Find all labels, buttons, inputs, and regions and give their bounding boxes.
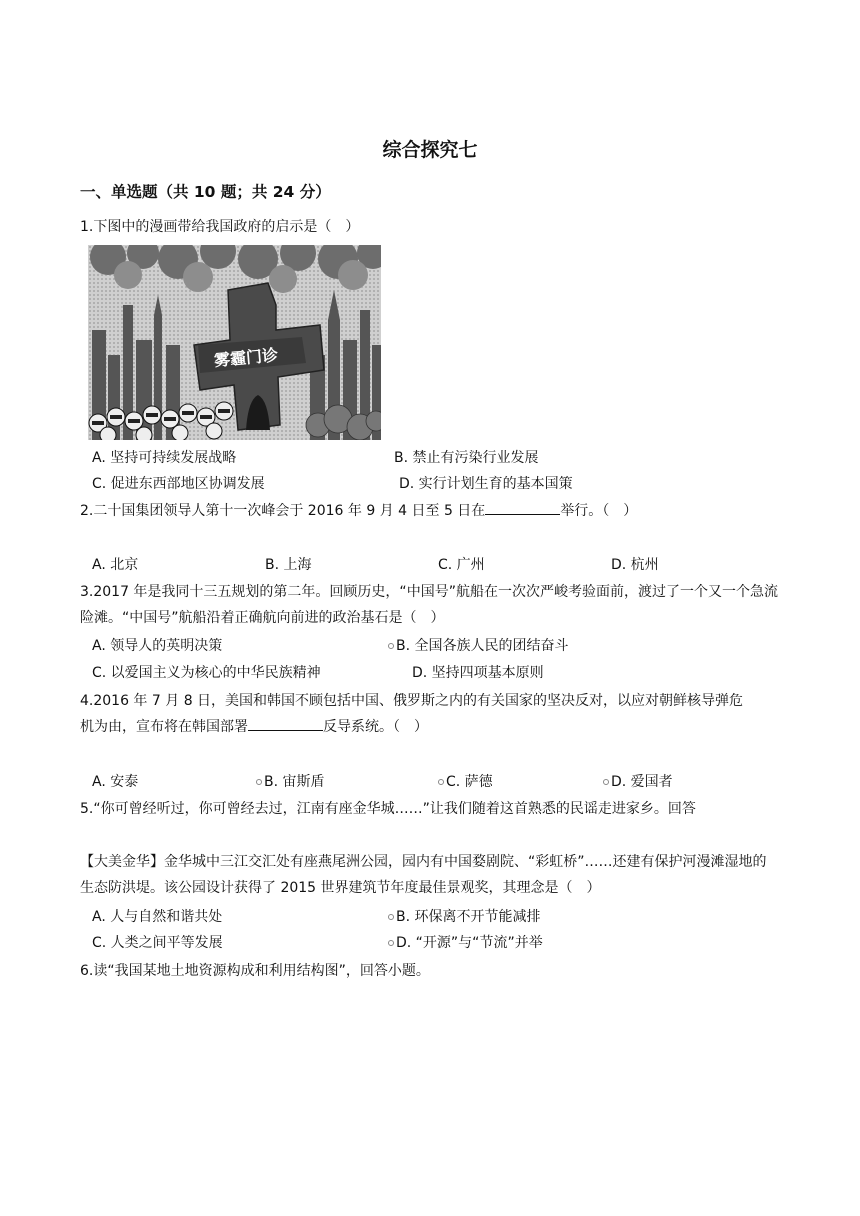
question-2-stem	[80, 498, 637, 524]
question-5-stem: 5.“你可曾经听过，你可曾经去过，江南有座金华城……”让我们随着这首熟悉的民谣走进家乡。回答	[80, 801, 696, 817]
q5-option-c: C. 人类之间平等发展	[92, 935, 223, 951]
q2-stem-before: 2.二十国集团领导人第十一次峰会于 2016 年 9 月 4 日至 5 日在	[80, 503, 486, 519]
q4-option-b-text: B. 宙斯盾	[264, 774, 325, 790]
q2-option-c: C. 广州	[438, 557, 485, 573]
q2-option-a: A. 北京	[92, 557, 139, 573]
q5-option-a: A. 人与自然和谐共处	[92, 909, 223, 925]
question-5-passage: 【大美金华】金华城中三江交汇处有座燕尾洲公园，园内有中国婺剧院、“彩虹桥”……还建有保护河漫滩湿地的生态防洪堤。该公园设计获得了 2015 世界建筑节年度最佳景观奖，其理念是（ ）	[80, 854, 767, 896]
document-title: 综合探究七	[382, 139, 478, 161]
q1-option-b: B. 禁止有污染行业发展	[394, 450, 539, 466]
q5-option-b-text: B. 环保离不开节能减排	[396, 909, 541, 925]
q2-stem-after: 举行。（ ）	[560, 503, 638, 519]
answer-blank	[485, 500, 560, 515]
cartoon-sign-text: 雾霾门诊	[213, 345, 279, 370]
question-6-stem: 6.读“我国某地土地资源构成和利用结构图”，回答小题。	[80, 963, 430, 979]
q4-option-c	[438, 769, 493, 795]
q3-option-a: A. 领导人的英明决策	[92, 638, 223, 654]
q3-option-b-text: B. 全国各族人民的团结奋斗	[396, 638, 569, 654]
bullet-dot	[388, 643, 394, 649]
q4-stem-after: 反导系统。（ ）	[323, 719, 428, 735]
q5-option-b	[388, 904, 541, 930]
q4-stem-before: 机为由，宣布将在韩国部署	[80, 719, 248, 735]
q3-option-d: D. 坚持四项基本原则	[412, 665, 544, 681]
cartoon-image	[88, 245, 381, 440]
q1-option-c: C. 促进东西部地区协调发展	[92, 476, 265, 492]
q5-option-d	[388, 930, 543, 956]
question-1-stem: 1.下图中的漫画带给我国政府的启示是（ ）	[80, 219, 360, 235]
question-4-stem-line1: 4.2016 年 7 月 8 日，美国和韩国不顾包括中国、俄罗斯之内的有关国家的坚决反对，以应对朝鲜核导弹危	[80, 693, 744, 709]
q4-option-d	[603, 769, 673, 795]
q1-option-a: A. 坚持可持续发展战略	[92, 450, 237, 466]
question-3-stem: 3.2017 年是我同十三五规划的第二年。回顾历史，“中国号”航船在一次次严峻考验面前，渡过了一个又一个急流险滩。“中国号”航船沿着正确航向前进的政治基石是（ ）	[80, 584, 778, 626]
q1-option-d: D. 实行计划生育的基本国策	[399, 476, 573, 492]
answer-blank	[248, 716, 323, 731]
q4-option-c-text: C. 萨德	[446, 774, 493, 790]
bullet-dot	[603, 779, 609, 785]
q4-option-d-text: D. 爱国者	[611, 774, 673, 790]
q2-option-d: D. 杭州	[611, 557, 659, 573]
q3-option-b	[388, 633, 569, 659]
bullet-dot	[388, 940, 394, 946]
q2-option-b: B. 上海	[265, 557, 312, 573]
q3-option-c: C. 以爱国主义为核心的中华民族精神	[92, 665, 321, 681]
q5-option-d-text: D. “开源”与“节流”并举	[396, 935, 543, 951]
bullet-dot	[388, 914, 394, 920]
q4-option-b	[256, 769, 325, 795]
question-4-stem-line2	[80, 714, 428, 740]
bullet-dot	[438, 779, 444, 785]
section-heading: 一、单选题（共 10 题；共 24 分）	[80, 183, 331, 201]
bullet-dot	[256, 779, 262, 785]
q4-option-a: A. 安泰	[92, 774, 139, 790]
